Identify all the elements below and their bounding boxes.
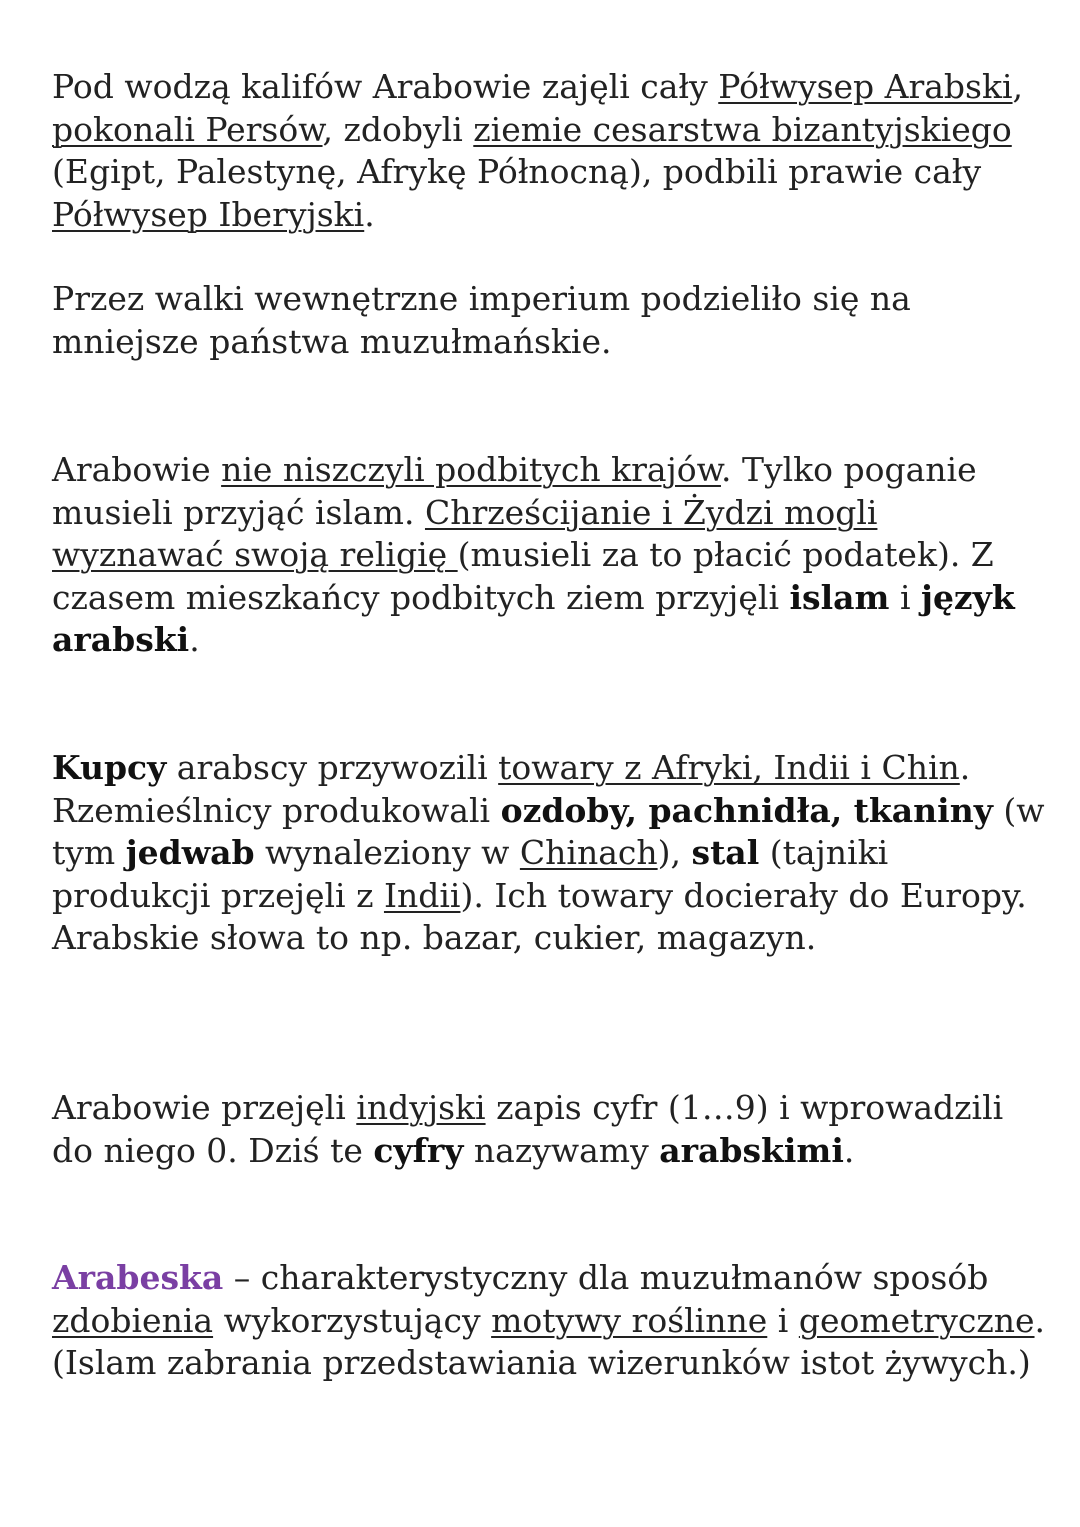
bold-text: stal [691, 833, 760, 872]
paragraph-division [52, 278, 1052, 363]
paragraph-numerals [52, 1087, 1052, 1172]
text: (Egipt, Palestynę, Afrykę Północną), podbili prawie cały [52, 152, 982, 191]
text: Arabskie słowa to np. bazar, cukier, magazyn. [52, 918, 817, 957]
text: ), [657, 833, 692, 872]
bold-text: cyfry [373, 1130, 464, 1170]
underlined-text: nie niszczyli podbitych krajów [221, 450, 721, 489]
text: i [889, 577, 921, 617]
text: nazywamy [463, 1130, 660, 1170]
paragraph-trade [52, 747, 1052, 960]
underlined-text: motywy roślinne [491, 1300, 768, 1340]
text: zapis cyfr (1…9) i wprowadzili do niego 0. Dziś te [52, 1088, 1004, 1170]
text: , zdobyli [322, 109, 474, 149]
text: . Tylko poganie musieli przyjąć islam. [52, 450, 977, 532]
underlined-text: Półwysep Arabski [718, 67, 1013, 106]
text: Arabowie przejęli [52, 1088, 357, 1127]
paragraph-conquests [52, 66, 1052, 236]
text: – charakterystyczny dla muzułmanów sposób [223, 1258, 989, 1297]
paragraph-tolerance [52, 449, 1052, 662]
text: i [767, 1300, 799, 1340]
text: (w tym [52, 790, 1045, 872]
bold-text: jedwab [125, 833, 255, 872]
text: . [364, 194, 375, 234]
underlined-text: towary z Afryki, Indii i Chin [498, 748, 960, 787]
text: wynaleziony w [254, 833, 520, 872]
text: . (Islam zabrania przedstawiania wizerunków istot żywych.) [52, 1300, 1046, 1382]
text: (musieli za to płacić podatek). Z czasem mieszkańcy podbitych ziem przyjęli [52, 535, 994, 617]
text: ). Ich towary docierały do Europy. [460, 875, 1027, 915]
text: wykorzystujący [213, 1300, 492, 1340]
text: . [189, 620, 200, 659]
underlined-text: Chrześcijanie i Żydzi mogli wyznawać swoją religię [52, 492, 878, 574]
text: Arabowie [52, 450, 222, 489]
text: arabscy przywozili [166, 748, 499, 787]
text: Pod wodzą kalifów Arabowie zajęli cały [52, 67, 719, 106]
bold-text: język arabski [52, 577, 1015, 659]
underlined-text: zdobienia [52, 1300, 214, 1340]
underlined-text: ziemie cesarstwa bizantyjskiego [473, 109, 1012, 149]
underlined-text: pokonali Persów [52, 109, 323, 149]
underlined-text: Chinach [519, 833, 658, 872]
term-arabeska: Arabeska [52, 1258, 224, 1297]
bold-text: arabskimi [659, 1130, 844, 1170]
underlined-text: indyjski [356, 1088, 486, 1127]
underlined-text: geometryczne [798, 1300, 1035, 1340]
bold-text: ozdoby, pachnidła, tkaniny [500, 790, 993, 830]
text: . [843, 1130, 855, 1170]
text: Przez walki wewnętrzne imperium podzieliło się na mniejsze państwa muzułmańskie. [52, 279, 911, 361]
underlined-text: Półwysep Iberyjski [52, 194, 365, 234]
text: , [1012, 67, 1024, 106]
bold-text: islam [789, 577, 890, 617]
underlined-text: Indii [383, 875, 461, 915]
text: . Rzemieślnicy produkowali [52, 748, 971, 830]
bold-text: Kupcy [52, 748, 167, 787]
text: (tajniki produkcji przejęli z [52, 833, 889, 915]
paragraph-arabesque [52, 1257, 1052, 1385]
